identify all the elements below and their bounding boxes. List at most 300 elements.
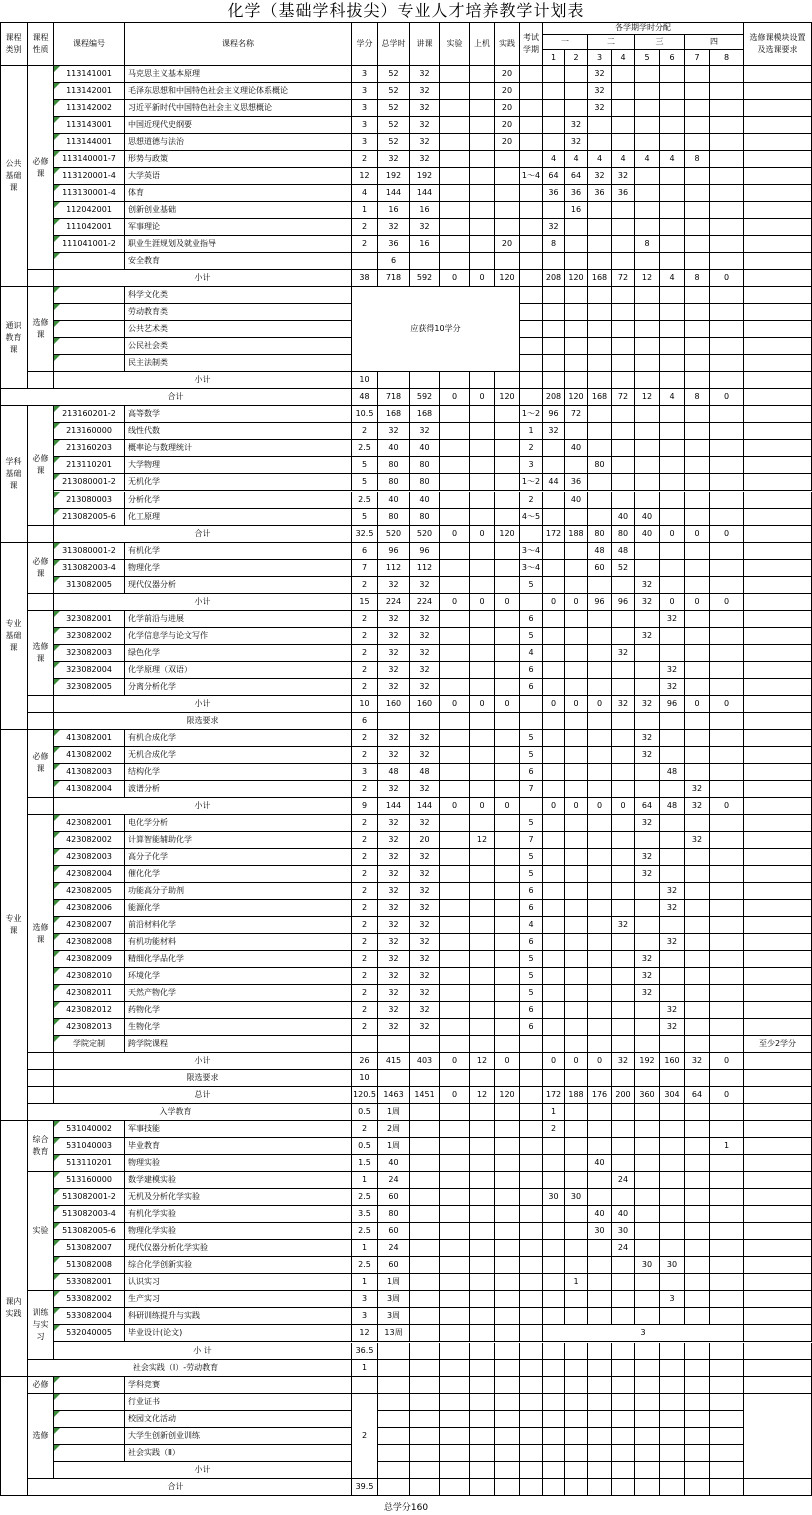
- empty-cell: [744, 1343, 812, 1360]
- course-code: 513082005-6: [54, 1223, 125, 1240]
- value-cell: [440, 1070, 470, 1087]
- value-cell: [710, 815, 744, 832]
- value-cell: [565, 253, 588, 270]
- value-cell: [543, 1360, 565, 1377]
- value-cell: [710, 781, 744, 798]
- value-cell: [440, 1019, 470, 1036]
- empty-cell: [744, 866, 812, 883]
- value-cell: [660, 100, 685, 117]
- value-cell: 32: [685, 1053, 710, 1070]
- header-term: 4: [612, 50, 635, 66]
- value-cell: 192: [378, 168, 410, 185]
- subtotal-label: 小计: [54, 798, 352, 815]
- value-cell: 96: [378, 543, 410, 560]
- header-term: 1: [543, 50, 565, 66]
- course-name: 概率论与数理统计: [125, 440, 352, 457]
- course-name: 有机化学实验: [125, 1206, 352, 1223]
- value-cell: [685, 338, 710, 355]
- course-code: 112042001: [54, 202, 125, 219]
- value-cell: [635, 492, 660, 509]
- value-cell: [565, 849, 588, 866]
- value-cell: 144: [410, 798, 440, 815]
- value-cell: 38: [352, 270, 378, 287]
- value-cell: [470, 509, 495, 526]
- page-title: 化学（基础学科拔尖）专业人才培养教学计划表: [227, 1, 585, 20]
- value-cell: [588, 645, 612, 662]
- value-cell: [520, 526, 543, 543]
- value-cell: [543, 1394, 565, 1411]
- value-cell: [588, 1121, 612, 1138]
- value-cell: [635, 1394, 660, 1411]
- value-cell: 32: [588, 168, 612, 185]
- value-cell: [440, 1036, 470, 1053]
- empty-cell: [744, 355, 812, 372]
- value-cell: 176: [588, 1087, 612, 1104]
- empty-cell: [744, 1325, 812, 1342]
- empty-cell: [744, 577, 812, 594]
- empty-cell: [744, 287, 812, 304]
- value-cell: [635, 679, 660, 696]
- value-cell: 4: [565, 151, 588, 168]
- value-cell: [378, 1343, 410, 1360]
- value-cell: [543, 1019, 565, 1036]
- value-cell: 60: [588, 560, 612, 577]
- value-cell: [470, 560, 495, 577]
- course-name: 绿色化学: [125, 645, 352, 662]
- value-cell: [378, 1411, 410, 1428]
- course-name: 马克思主义基本原理: [125, 66, 352, 83]
- value-cell: [588, 1240, 612, 1257]
- value-cell: 208: [543, 389, 565, 406]
- value-cell: [378, 1445, 410, 1462]
- value-cell: [543, 679, 565, 696]
- course-name: 社会实践（Ⅱ）: [125, 1445, 352, 1462]
- value-cell: [612, 662, 635, 679]
- value-cell: 20: [495, 236, 520, 253]
- value-cell: [565, 83, 588, 100]
- value-cell: [635, 1445, 660, 1462]
- value-cell: 0: [470, 696, 495, 713]
- value-cell: [685, 1036, 710, 1053]
- value-cell: 16: [565, 202, 588, 219]
- value-cell: [543, 1240, 565, 1257]
- value-cell: 0: [543, 1053, 565, 1070]
- value-cell: [470, 1462, 495, 1479]
- subtotal-label: 小计: [54, 1462, 352, 1479]
- course-name: 分析化学: [125, 492, 352, 509]
- value-cell: [565, 1445, 588, 1462]
- value-cell: 48: [352, 389, 378, 406]
- value-cell: [520, 696, 543, 713]
- value-cell: 0: [710, 1087, 744, 1104]
- value-cell: [565, 372, 588, 389]
- value-cell: 0: [588, 798, 612, 815]
- value-cell: [520, 117, 543, 134]
- value-cell: 32: [612, 1053, 635, 1070]
- value-cell: [588, 934, 612, 951]
- value-cell: 4: [660, 151, 685, 168]
- value-cell: 32: [635, 747, 660, 764]
- value-cell: 12: [352, 1325, 378, 1342]
- value-cell: 40: [378, 492, 410, 509]
- value-cell: [685, 117, 710, 134]
- value-cell: [685, 168, 710, 185]
- value-cell: 40: [410, 492, 440, 509]
- course-name: 民主法制类: [125, 355, 352, 372]
- value-cell: [685, 372, 710, 389]
- value-cell: [495, 1036, 520, 1053]
- value-cell: 2: [352, 628, 378, 645]
- summary-label: 入学教育: [0, 1104, 352, 1121]
- value-cell: 32: [543, 219, 565, 236]
- value-cell: [660, 645, 685, 662]
- value-cell: 6: [352, 543, 378, 560]
- value-cell: [440, 253, 470, 270]
- course-name: 高等数学: [125, 406, 352, 423]
- value-cell: [565, 815, 588, 832]
- empty-cell: [744, 219, 812, 236]
- empty-cell: [744, 509, 812, 526]
- empty-cell: [744, 662, 812, 679]
- course-code: 323082005: [54, 679, 125, 696]
- value-cell: 44: [543, 474, 565, 491]
- value-cell: 32: [565, 134, 588, 151]
- course-code: 513160000: [54, 1172, 125, 1189]
- value-cell: 48: [612, 543, 635, 560]
- value-cell: [565, 764, 588, 781]
- value-cell: [635, 1377, 660, 1394]
- value-cell: [410, 1291, 440, 1308]
- value-cell: [470, 253, 495, 270]
- value-cell: [565, 1070, 588, 1087]
- value-cell: [710, 304, 744, 321]
- value-cell: [660, 117, 685, 134]
- value-cell: [710, 1360, 744, 1377]
- value-cell: 0: [565, 798, 588, 815]
- value-cell: [470, 730, 495, 747]
- value-cell: [588, 1104, 612, 1121]
- value-cell: [588, 117, 612, 134]
- category-cell: 课内实践: [0, 1121, 28, 1495]
- value-cell: [588, 781, 612, 798]
- value-cell: 12: [635, 270, 660, 287]
- value-cell: 3周: [378, 1291, 410, 1308]
- value-cell: [470, 747, 495, 764]
- value-cell: [495, 611, 520, 628]
- subtotal-label: 小 计: [54, 1343, 352, 1360]
- value-cell: [710, 560, 744, 577]
- value-cell: [635, 1223, 660, 1240]
- value-cell: [410, 1462, 440, 1479]
- value-cell: 24: [612, 1172, 635, 1189]
- value-cell: [470, 168, 495, 185]
- value-cell: [495, 764, 520, 781]
- value-cell: [410, 713, 440, 730]
- value-cell: 32: [612, 696, 635, 713]
- value-cell: [588, 815, 612, 832]
- value-cell: [635, 1411, 660, 1428]
- value-cell: [495, 202, 520, 219]
- value-cell: [635, 338, 660, 355]
- value-cell: [565, 832, 588, 849]
- value-cell: 80: [410, 474, 440, 491]
- value-cell: [588, 1479, 612, 1496]
- value-cell: [710, 1104, 744, 1121]
- value-cell: [685, 985, 710, 1002]
- value-cell: [440, 83, 470, 100]
- course-code: [54, 1445, 125, 1462]
- value-cell: [520, 355, 543, 372]
- course-code: [54, 1428, 125, 1445]
- value-cell: [440, 543, 470, 560]
- value-cell: [440, 577, 470, 594]
- value-cell: 5: [520, 747, 543, 764]
- value-cell: 32: [660, 934, 685, 951]
- value-cell: [635, 457, 660, 474]
- value-cell: [543, 1002, 565, 1019]
- value-cell: [543, 543, 565, 560]
- value-cell: 0: [470, 798, 495, 815]
- value-cell: 224: [378, 594, 410, 611]
- value-cell: [440, 1377, 470, 1394]
- value-cell: [588, 1138, 612, 1155]
- empty-cell: [744, 1172, 812, 1189]
- value-cell: 80: [410, 457, 440, 474]
- value-cell: 32: [378, 866, 410, 883]
- value-cell: 48: [660, 798, 685, 815]
- course-code: 113144001: [54, 134, 125, 151]
- value-cell: [685, 679, 710, 696]
- course-name: 物理化学: [125, 560, 352, 577]
- value-cell: [440, 1104, 470, 1121]
- empty-cell: [744, 270, 812, 287]
- value-cell: [440, 1257, 470, 1274]
- value-cell: [710, 985, 744, 1002]
- course-code: 513082001-2: [54, 1189, 125, 1206]
- value-cell: [635, 253, 660, 270]
- value-cell: [612, 492, 635, 509]
- value-cell: 0.5: [352, 1104, 378, 1121]
- value-cell: [612, 474, 635, 491]
- value-cell: 168: [410, 406, 440, 423]
- value-cell: [635, 1172, 660, 1189]
- value-cell: [440, 1240, 470, 1257]
- value-cell: [660, 1206, 685, 1223]
- value-cell: [710, 1019, 744, 1036]
- value-cell: [635, 1036, 660, 1053]
- value-cell: 10: [352, 372, 378, 389]
- value-cell: [710, 1189, 744, 1206]
- value-cell: 5: [520, 849, 543, 866]
- value-cell: [685, 1121, 710, 1138]
- value-cell: 8: [685, 389, 710, 406]
- value-cell: [495, 1155, 520, 1172]
- value-cell: [495, 628, 520, 645]
- value-cell: [410, 1394, 440, 1411]
- value-cell: 32: [635, 696, 660, 713]
- value-cell: 0.5: [352, 1138, 378, 1155]
- value-cell: 32: [378, 662, 410, 679]
- value-cell: 16: [410, 202, 440, 219]
- value-cell: [470, 1291, 495, 1308]
- value-cell: 32: [378, 781, 410, 798]
- value-cell: 2: [352, 917, 378, 934]
- value-cell: [470, 1308, 495, 1325]
- course-code: 213160201-2: [54, 406, 125, 423]
- subtotal-label: 合计: [54, 526, 352, 543]
- value-cell: 52: [378, 134, 410, 151]
- value-cell: 32: [378, 934, 410, 951]
- value-cell: [440, 1325, 470, 1342]
- value-cell: [543, 815, 565, 832]
- value-cell: [710, 1206, 744, 1223]
- value-cell: [440, 1206, 470, 1223]
- value-cell: 1: [352, 202, 378, 219]
- value-cell: [660, 951, 685, 968]
- empty-cell: [744, 1019, 812, 1036]
- course-name: 有机功能材料: [125, 934, 352, 951]
- value-cell: 32: [635, 815, 660, 832]
- value-cell: 40: [635, 509, 660, 526]
- value-cell: [565, 1360, 588, 1377]
- course-code: [54, 253, 125, 270]
- value-cell: 1: [543, 1104, 565, 1121]
- value-cell: [543, 100, 565, 117]
- value-cell: [660, 866, 685, 883]
- value-cell: [520, 389, 543, 406]
- value-cell: [635, 662, 660, 679]
- value-cell: [612, 1360, 635, 1377]
- value-cell: [565, 645, 588, 662]
- value-cell: [635, 1308, 660, 1325]
- value-cell: 36: [565, 185, 588, 202]
- value-cell: 415: [378, 1053, 410, 1070]
- value-cell: [565, 1377, 588, 1394]
- value-cell: [378, 1360, 410, 1377]
- value-cell: [495, 1411, 520, 1428]
- value-cell: [470, 1479, 495, 1496]
- empty-cell: [744, 151, 812, 168]
- value-cell: [495, 440, 520, 457]
- value-cell: [495, 406, 520, 423]
- value-cell: [495, 832, 520, 849]
- value-cell: [685, 849, 710, 866]
- value-cell: 64: [685, 1087, 710, 1104]
- empty-cell: [744, 594, 812, 611]
- value-cell: 1～4: [520, 168, 543, 185]
- value-cell: [565, 1411, 588, 1428]
- elective-requirement: 至少2学分: [744, 1036, 812, 1053]
- value-cell: 80: [378, 474, 410, 491]
- empty-cell: [744, 543, 812, 560]
- value-cell: 2: [352, 1002, 378, 1019]
- value-cell: [470, 883, 495, 900]
- value-cell: [710, 151, 744, 168]
- value-cell: [660, 474, 685, 491]
- value-cell: [588, 1019, 612, 1036]
- value-cell: [710, 372, 744, 389]
- value-cell: 32: [588, 83, 612, 100]
- course-name: 科学文化类: [125, 287, 352, 304]
- value-cell: [440, 764, 470, 781]
- value-cell: 32: [410, 1002, 440, 1019]
- empty-cell: [744, 1121, 812, 1138]
- course-code: 213110201: [54, 457, 125, 474]
- empty-cell: [28, 713, 54, 730]
- value-cell: [635, 1428, 660, 1445]
- value-cell: [710, 1257, 744, 1274]
- course-code: 313082005: [54, 577, 125, 594]
- value-cell: [440, 1155, 470, 1172]
- value-cell: [635, 1240, 660, 1257]
- value-cell: 8: [685, 270, 710, 287]
- course-name: 环境化学: [125, 968, 352, 985]
- value-cell: [588, 406, 612, 423]
- value-cell: [543, 934, 565, 951]
- category-cell: 专业课: [0, 730, 28, 1121]
- value-cell: [520, 1394, 543, 1411]
- value-cell: 32: [378, 832, 410, 849]
- value-cell: 9: [352, 798, 378, 815]
- value-cell: [612, 1308, 635, 1325]
- course-name: 能源化学: [125, 900, 352, 917]
- value-cell: 0: [710, 1053, 744, 1070]
- value-cell: [440, 611, 470, 628]
- value-cell: [612, 338, 635, 355]
- value-cell: [410, 1036, 440, 1053]
- course-name: 思想道德与法治: [125, 134, 352, 151]
- course-code: 423082004: [54, 866, 125, 883]
- value-cell: 32: [378, 219, 410, 236]
- value-cell: 32: [635, 730, 660, 747]
- value-cell: 32: [410, 934, 440, 951]
- value-cell: 403: [410, 1053, 440, 1070]
- value-cell: [588, 730, 612, 747]
- value-cell: 40: [635, 526, 660, 543]
- header-term: 2: [565, 50, 588, 66]
- value-cell: [410, 1308, 440, 1325]
- course-name: 化工原理: [125, 509, 352, 526]
- value-cell: [520, 338, 543, 355]
- value-cell: 20: [495, 134, 520, 151]
- value-cell: [440, 1274, 470, 1291]
- value-cell: [543, 304, 565, 321]
- value-cell: [685, 253, 710, 270]
- value-cell: 168: [378, 406, 410, 423]
- value-cell: 10: [352, 1070, 378, 1087]
- value-cell: [520, 1155, 543, 1172]
- empty-cell: [744, 83, 812, 100]
- value-cell: 32: [378, 985, 410, 1002]
- value-cell: [588, 1002, 612, 1019]
- value-cell: 32: [660, 1019, 685, 1036]
- course-name: 军事技能: [125, 1121, 352, 1138]
- value-cell: 2: [352, 815, 378, 832]
- value-cell: [543, 338, 565, 355]
- empty-cell: [744, 1291, 812, 1308]
- value-cell: [710, 543, 744, 560]
- value-cell: 30: [588, 1223, 612, 1240]
- value-cell: [635, 645, 660, 662]
- value-cell: [543, 1343, 565, 1360]
- value-cell: 3: [352, 764, 378, 781]
- value-cell: [440, 168, 470, 185]
- value-cell: [685, 866, 710, 883]
- value-cell: 2: [520, 492, 543, 509]
- value-cell: [565, 1479, 588, 1496]
- value-cell: [495, 730, 520, 747]
- value-cell: [660, 1240, 685, 1257]
